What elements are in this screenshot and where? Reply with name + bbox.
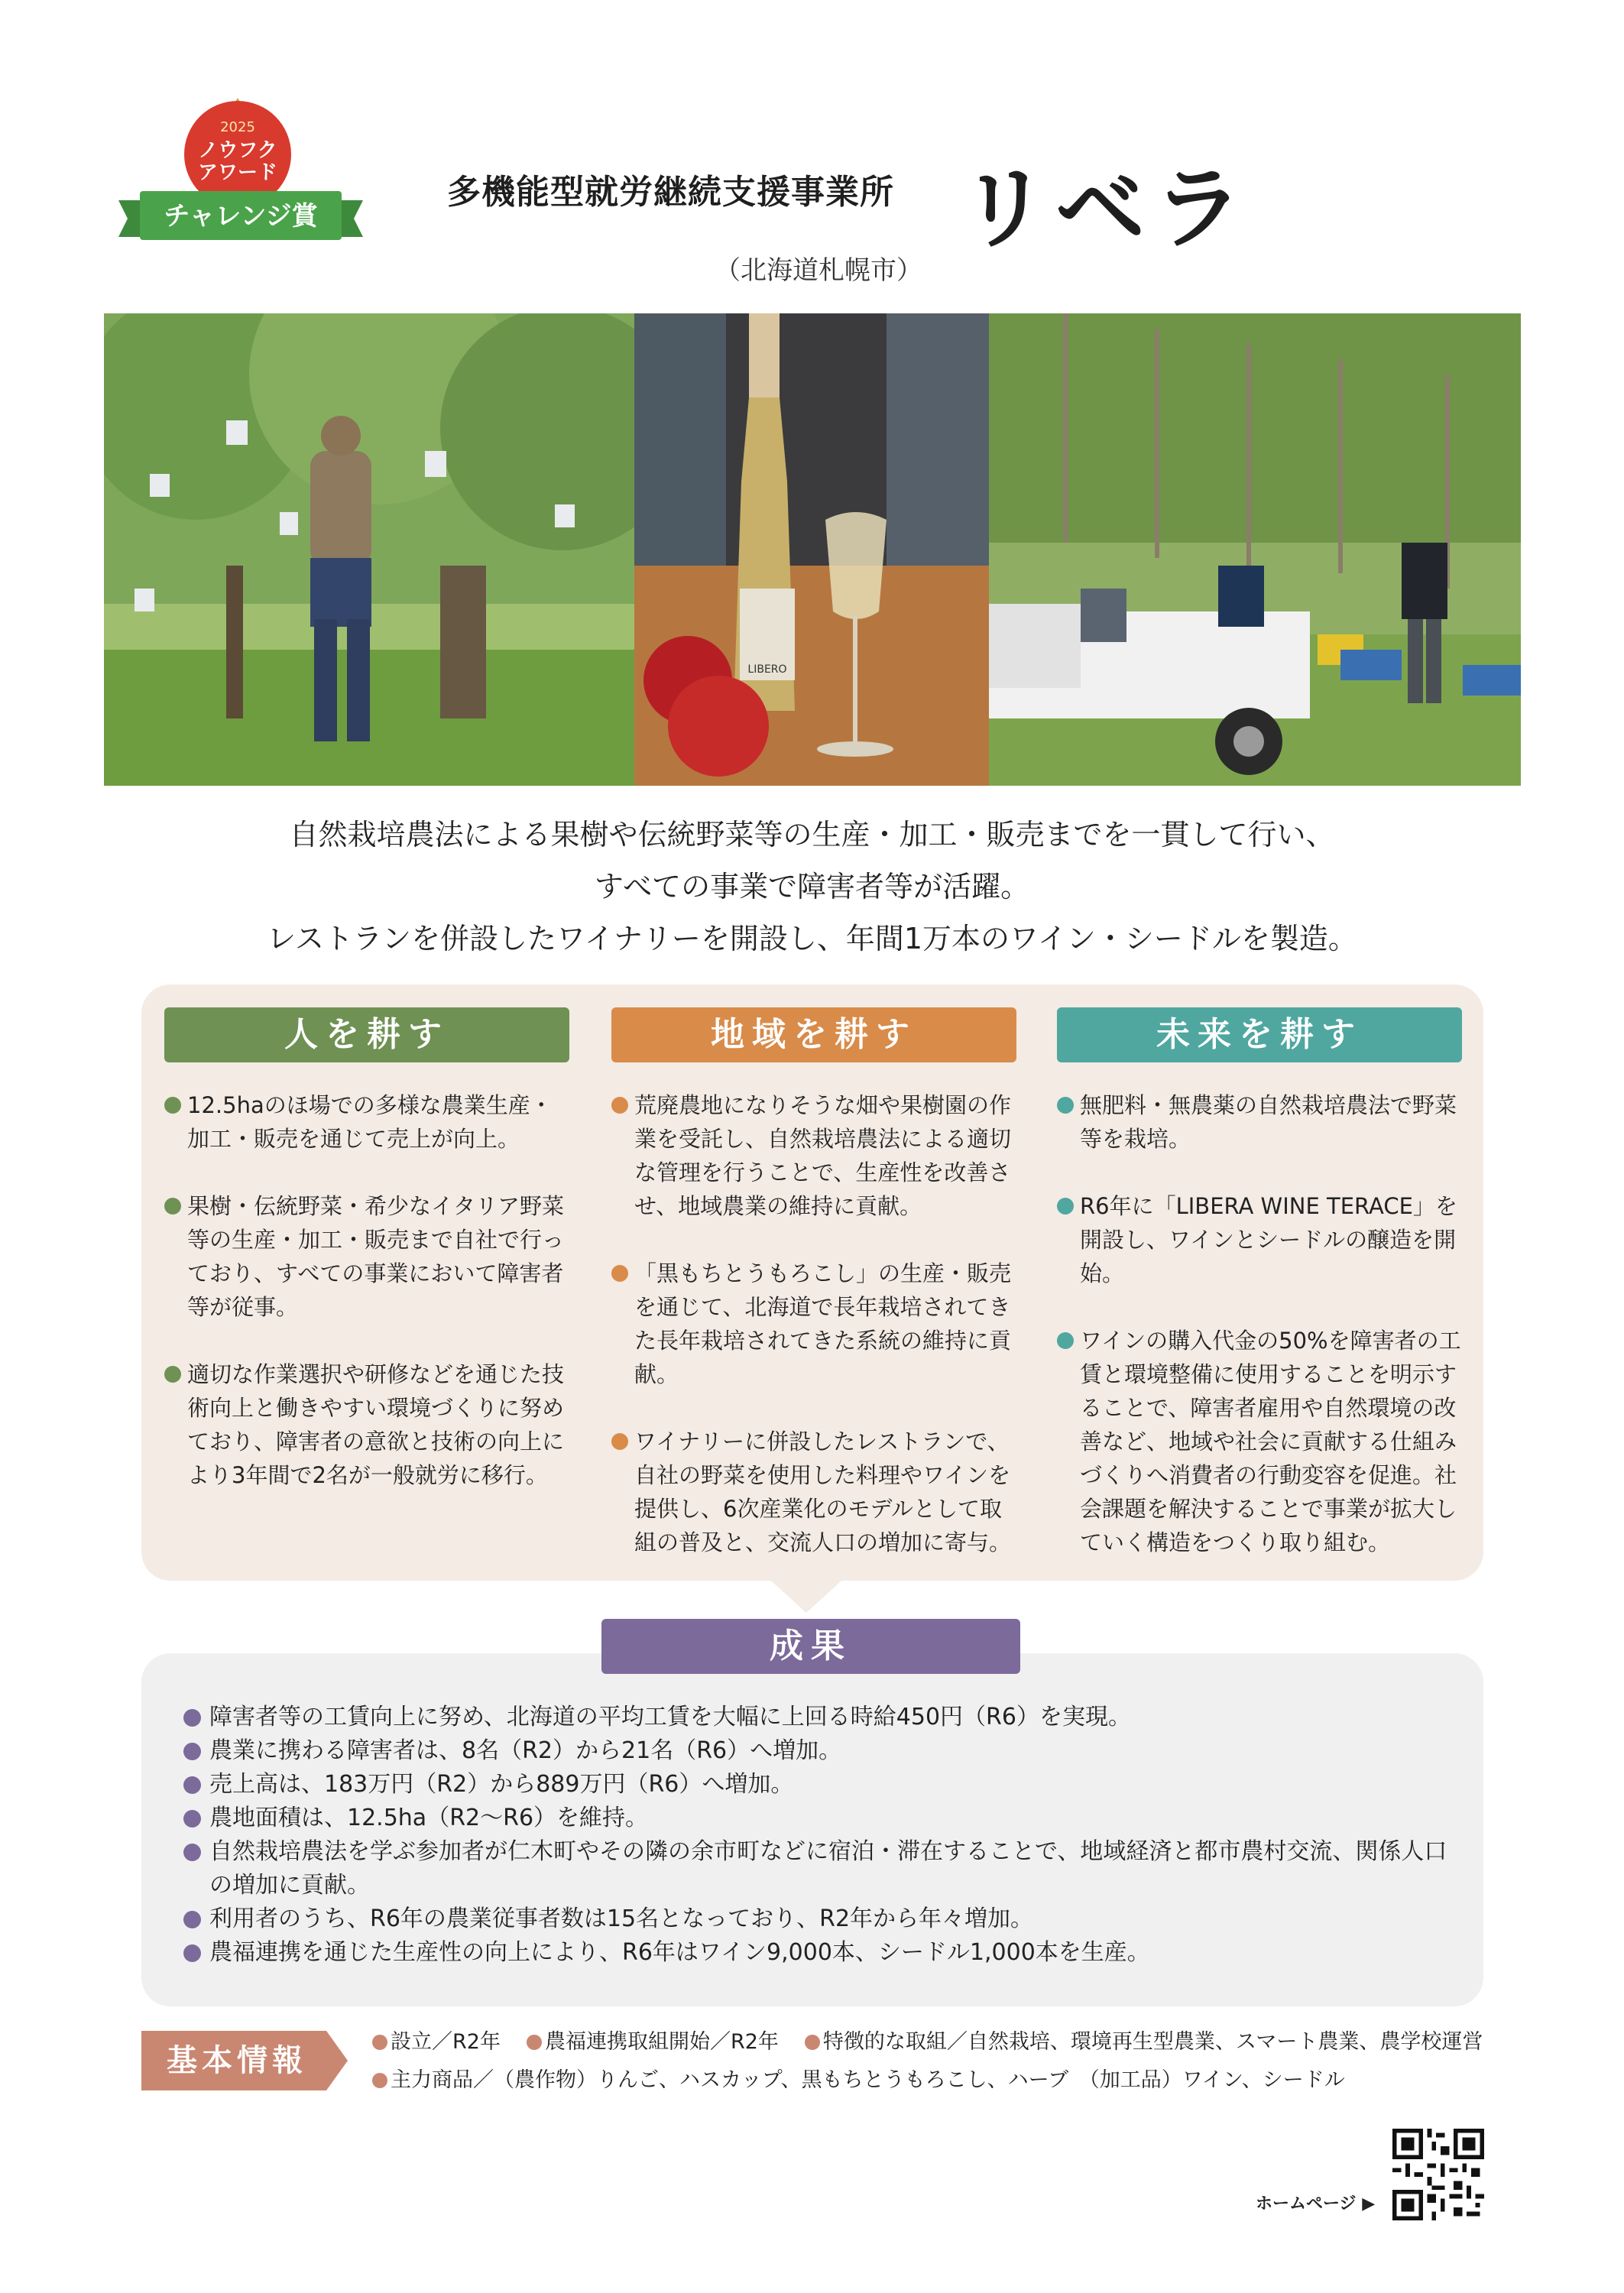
award-badge — [118, 84, 363, 268]
bullet-icon — [183, 1709, 201, 1727]
basic-info-line — [372, 2027, 1509, 2058]
summary-line: 自然栽培農法による果樹や伝統野菜等の生産・加工・販売までを一貫して行い、 — [289, 818, 1335, 851]
bullet-icon — [164, 1097, 181, 1114]
list-item: R6年に「LIBERA WINE TERACE」を開設し、ワインとシードルの醸造を開始。 — [1057, 1189, 1462, 1290]
organization-location: （北海道札幌市） — [715, 255, 922, 286]
results-list — [183, 1701, 1467, 1970]
bullet-icon — [183, 1810, 201, 1828]
info-established: 設立／R2年 — [391, 2030, 501, 2054]
bullet-icon — [164, 1366, 181, 1383]
list-item: 無肥料・無農薬の自然栽培農法で野菜等を栽培。 — [1057, 1088, 1462, 1156]
list-item: 荒廃農地になりそうな畑や果樹園の作業を受託し、自然栽培農法による適切な管理を行うことで、生産性を改善させ、地域農業の維持に貢献。 — [611, 1088, 1016, 1223]
bullet-icon — [611, 1433, 628, 1450]
bullet-icon — [1057, 1332, 1074, 1349]
info-features: 特徴的な取組／自然栽培、環境再生型農業、スマート農業、農学校運営 — [822, 2030, 1483, 2054]
bullet-icon — [372, 2035, 387, 2050]
qr-code-icon[interactable] — [1392, 2129, 1484, 2220]
column-people-title: 人を耕す — [164, 1007, 569, 1062]
bullet-icon — [183, 1844, 201, 1861]
column-region-title: 地域を耕す — [611, 1007, 1016, 1062]
award-name-1: ノウフク — [198, 139, 277, 162]
bullet-icon — [164, 1198, 181, 1215]
list-item: ワインの購入代金の50%を障害者の工賃と環境整備に使用することを明示することで、障害者雇用や自然環境の改善など、地域や社会に貢献する仕組みづくりへ消費者の行動変容を促進。社会課題を解決することで事業が拡大していく構造をつくり取り組む。 — [1057, 1324, 1462, 1559]
summary-text — [0, 809, 1624, 965]
organization-type: 多機能型就労継続支援事業所 — [447, 173, 894, 212]
list-item: 果樹・伝統野菜・希少なイタリア野菜等の生産・加工・販売まで自社で行っており、すべての事業において障害者等が従事。 — [164, 1189, 569, 1324]
summary-line: レストランを併設したワイナリーを開設し、年間1万本のワイン・シードルを製造。 — [267, 922, 1357, 955]
photo-vineyard-truck — [989, 313, 1521, 786]
info-products: 主力商品／（農作物）りんご、ハスカップ、黒もちとうもろこし、ハーブ （加工品）ワイン、シードル — [391, 2068, 1345, 2092]
bullet-icon — [611, 1265, 628, 1282]
info-started: 農福連携取組開始／R2年 — [544, 2030, 779, 2054]
summary-line: すべての事業で障害者等が活躍。 — [594, 870, 1030, 903]
basic-info-label: 基本情報 — [167, 2043, 307, 2078]
bullet-icon — [183, 1743, 201, 1760]
column-people — [164, 1007, 569, 1526]
list-item: ワイナリーに併設したレストランで、自社の野菜を使用した料理やワインを提供し、6次産業化のモデルとして取組の普及と、交流人口の増加に寄与。 — [611, 1425, 1016, 1559]
results-title: 成果 — [601, 1619, 1020, 1674]
list-item: 障害者等の工賃向上に努め、北海道の平均工賃を大幅に上回る時給450円（R6）を実現。 — [183, 1701, 1467, 1734]
award-name-2: アワード — [197, 161, 278, 184]
bullet-icon — [183, 1776, 201, 1794]
list-item: 農地面積は、12.5ha（R2〜R6）を維持。 — [183, 1802, 1467, 1835]
bottle-label: LIBERO — [747, 663, 787, 676]
homepage-label: ホームページ ▶ — [1256, 2194, 1376, 2214]
list-item: 適切な作業選択や研修などを通じた技術向上と働きやすい環境づくりに努めており、障害者の意欲と技術の向上により3年間で2名が一般就労に移行。 — [164, 1357, 569, 1492]
column-region — [611, 1007, 1016, 1593]
award-prize: チャレンジ賞 — [164, 201, 318, 232]
bullet-icon — [183, 1911, 201, 1928]
basic-info-line — [372, 2065, 1345, 2096]
organization-name: リベラ — [959, 156, 1251, 261]
bullet-icon — [183, 1944, 201, 1962]
list-item: 自然栽培農法を学ぶ参加者が仁木町やその隣の余市町などに宿泊・滞在することで、地域経済と都市農村交流、関係人口の増加に貢献。 — [183, 1835, 1467, 1902]
list-item: 「黒もちとうもろこし」の生産・販売を通じて、北海道で長年栽培されてきた長年栽培されてきた系統の維持に貢献。 — [611, 1257, 1016, 1391]
column-future — [1057, 1007, 1462, 1593]
photo-apple-orchard — [104, 313, 634, 786]
list-item: 農福連携を通じた生産性の向上により、R6年はワイン9,000本、シードル1,000本を生産。 — [183, 1936, 1467, 1970]
column-future-title: 未来を耕す — [1057, 1007, 1462, 1062]
bullet-icon — [1057, 1097, 1074, 1114]
bullet-icon — [805, 2035, 820, 2050]
photo-wine-bottle-apples — [634, 313, 989, 786]
list-item: 利用者のうち、R6年の農業従事者数は15名となっており、R2年から年々増加。 — [183, 1902, 1467, 1936]
award-year: 2025 — [220, 119, 255, 135]
list-item: 農業に携わる障害者は、8名（R2）から21名（R6）へ増加。 — [183, 1734, 1467, 1768]
list-item: 売上高は、183万円（R2）から889万円（R6）へ増加。 — [183, 1768, 1467, 1802]
bullet-icon — [1057, 1198, 1074, 1215]
bullet-icon — [527, 2035, 542, 2050]
bullet-icon — [611, 1097, 628, 1114]
list-item: 12.5haのほ場での多様な農業生産・加工・販売を通じて売上が向上。 — [164, 1088, 569, 1156]
bullet-icon — [372, 2073, 387, 2088]
